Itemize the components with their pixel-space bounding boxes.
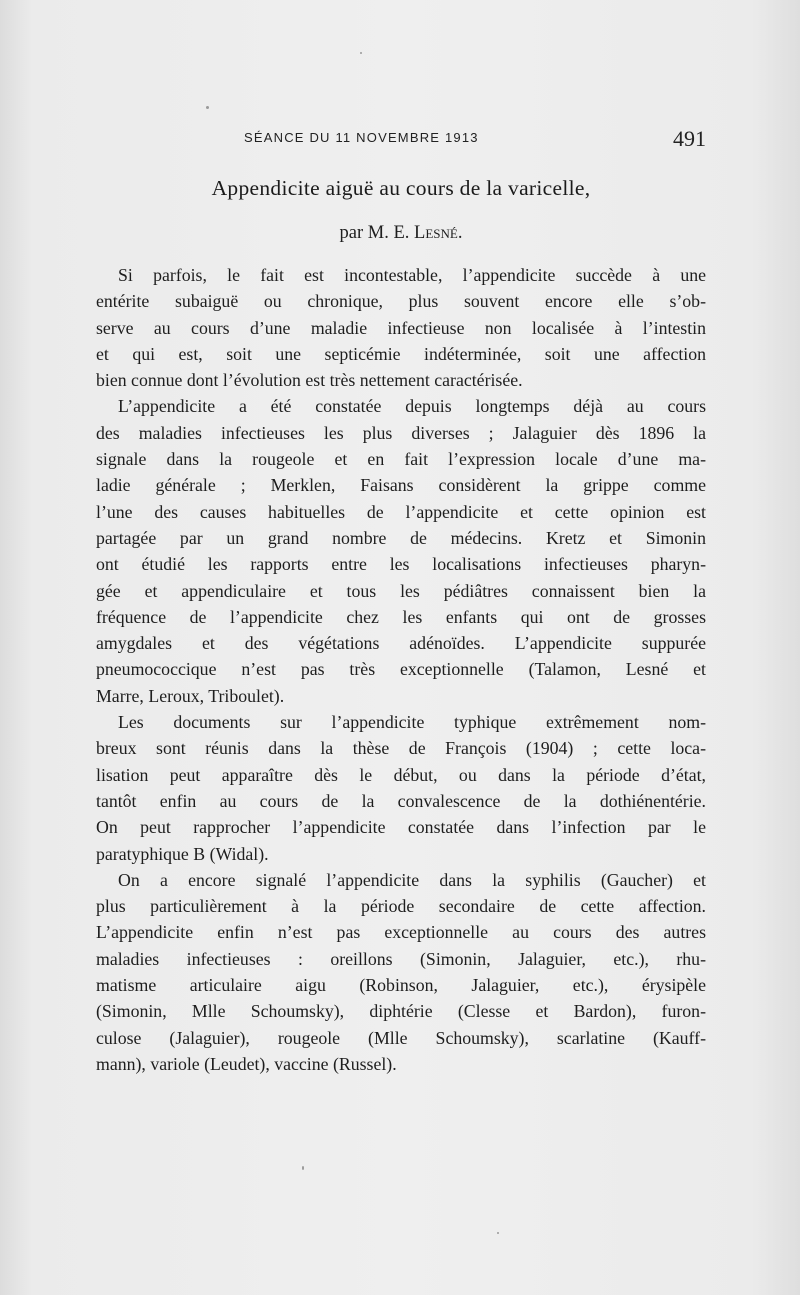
print-speck <box>206 106 209 109</box>
text-line: breux sont réunis dans la thèse de François (1904) ; cette loca- <box>96 738 706 759</box>
byline <box>96 223 706 244</box>
running-head <box>96 126 706 150</box>
text-line: des maladies infectieuses les plus diverses ; Jalaguier dès 1896 la <box>96 422 706 443</box>
text-line: et qui est, soit une septicémie indéterminée, soit une affection <box>96 343 706 364</box>
text-line: lisation peut apparaître dès le début, ou dans la période d’état, <box>96 764 706 785</box>
author-name: Lesné. <box>414 223 463 243</box>
print-speck <box>360 52 362 54</box>
text-line: signale dans la rougeole et en fait l’expression locale d’une ma- <box>96 449 706 470</box>
article-title: Appendicite aiguë au cours de la varicelle, <box>211 176 591 200</box>
text-line: fréquence de l’appendicite chez les enfants qui ont de grosses <box>96 606 706 627</box>
text-line: gée et appendiculaire et tous les pédiâtres connaissent bien la <box>96 580 706 601</box>
text-line: tantôt enfin au cours de la convalescence de la dothiénentérie. <box>96 790 706 811</box>
print-speck <box>302 1166 304 1170</box>
text-line: culose (Jalaguier), rougeole (Mlle Schoumsky), scarlatine (Kauff- <box>96 1027 706 1048</box>
page-number: 491 <box>673 126 706 151</box>
text-line: matisme articulaire aigu (Robinson, Jalaguier, etc.), érysipèle <box>96 975 706 996</box>
text-line: Si parfois, le fait est incontestable, l’appendicite succède à une <box>118 265 706 285</box>
running-title: SÉANCE DU 11 NOVEMBRE 1913 <box>244 130 479 145</box>
text-line: On peut rapprocher l’appendicite constatée dans l’infection par le <box>96 817 706 838</box>
text-line: paratyphique B (Widal). <box>96 843 269 864</box>
text-line: entérite subaiguë ou chronique, plus souvent encore elle s’ob- <box>96 291 706 312</box>
text-line: L’appendicite enfin n’est pas exceptionnelle au cours des autres <box>96 922 706 943</box>
text-line: L’appendicite a été constatée depuis longtemps déjà au cours <box>118 396 706 417</box>
text-line: ladie générale ; Merklen, Faisans considèrent la grippe comme <box>96 475 706 496</box>
text-line: plus particulièrement à la période secondaire de cette affection. <box>96 896 706 917</box>
text-line: (Simonin, Mlle Schoumsky), diphtérie (Clesse et Bardon), furon- <box>96 1001 706 1022</box>
text-line: serve au cours d’une maladie infectieuse non localisée à l’intestin <box>96 317 706 338</box>
text-line: amygdales et des végétations adénoïdes. L’appendicite suppurée <box>96 633 706 654</box>
text-line: bien connue dont l’évolution est très nettement caractérisée. <box>96 370 523 391</box>
text-line: maladies infectieuses : oreillons (Simonin, Jalaguier, etc.), rhu- <box>96 948 706 969</box>
text-line: On a encore signalé l’appendicite dans la syphilis (Gaucher) et <box>118 869 706 890</box>
text-line: Marre, Leroux, Triboulet). <box>96 685 285 706</box>
body-text <box>96 262 706 1077</box>
text-line: pneumococcique n’est pas très exceptionnelle (Talamon, Lesné et <box>96 659 706 680</box>
text-line: Les documents sur l’appendicite typhique extrêmement nom- <box>118 712 706 733</box>
text-line: l’une des causes habituelles de l’appendicite et cette opinion est <box>96 501 706 522</box>
text-line: ont étudié les rapports entre les localisations infectieuses pharyn- <box>96 554 706 575</box>
text-line: partagée par un grand nombre de médecins. Kretz et Simonin <box>96 527 706 548</box>
byline-prefix: par M. E. <box>339 223 410 243</box>
text-line: mann), variole (Leudet), vaccine (Russel). <box>96 1053 397 1074</box>
print-speck <box>497 1232 499 1234</box>
